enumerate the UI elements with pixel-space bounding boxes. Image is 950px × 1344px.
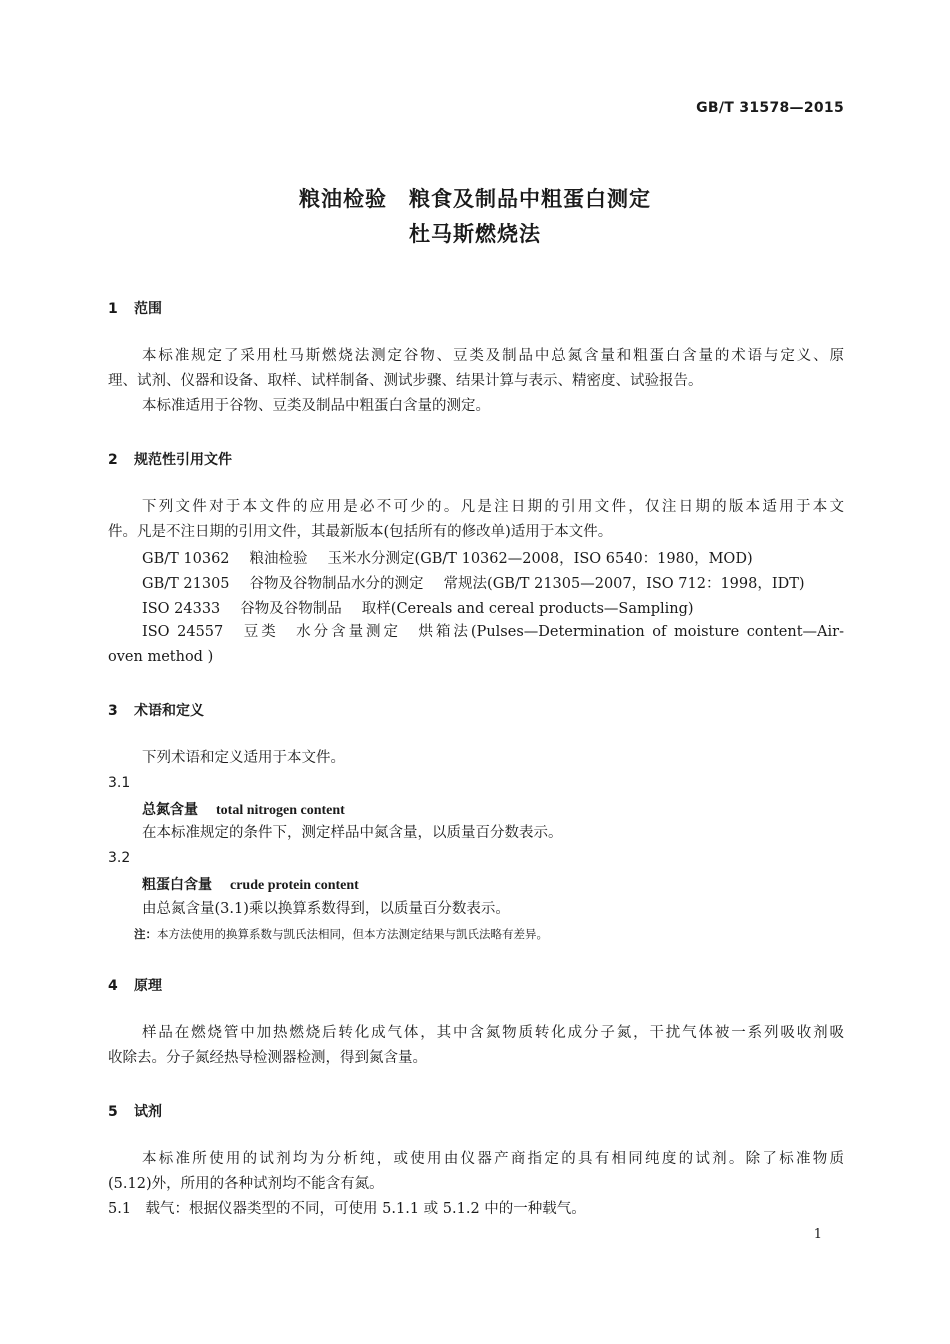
paragraph-line: 本标准所使用的试剂均为分析纯，或使用由仪器产商指定的具有相同纯度的试剂。除了标准物质: [142, 1151, 844, 1167]
clause-number-3-1: 3.1: [108, 775, 131, 791]
reference-item: [142, 572, 805, 593]
paragraph-line: 本标准规定了采用杜马斯燃烧法测定谷物、豆类及制品中总氮含量和粗蛋白含量的术语与定义、原: [142, 348, 844, 364]
clause-number-3-2: 3.2: [108, 850, 131, 866]
paragraph-line: (5.12)外，所用的各种试剂均不能含有氮。: [108, 1176, 384, 1192]
term-total-nitrogen: [142, 799, 345, 819]
reference-item: [142, 547, 753, 568]
term-en: total nitrogen content: [216, 803, 345, 818]
paragraph-line: 收除去。分子氮经热导检测器检测，得到氮含量。: [108, 1050, 427, 1066]
clause-5-1: 5.1 载气：根据仪器类型的不同，可使用 5.1.1 或 5.1.2 中的一种载气。: [108, 1201, 586, 1217]
reference-title: 玉米水分测定(GB/T 10362—2008，ISO 6540：1980，MOD): [327, 551, 753, 567]
paragraph-line: 理、试剂、仪器和设备、取样、试样制备、测试步骤、结果计算与表示、精密度、试验报告。: [108, 373, 703, 389]
reference-code: ISO 24333: [142, 601, 221, 617]
paragraph-line: 下列文件对于本文件的应用是必不可少的。凡是注日期的引用文件，仅注日期的版本适用于本文: [142, 499, 844, 515]
reference-code: GB/T 10362: [142, 551, 230, 567]
section-number: 2: [108, 452, 118, 468]
reference-name: 谷物及谷物制品水分的测定: [249, 576, 424, 592]
section-title: 规范性引用文件: [134, 452, 232, 468]
section-number: 5: [108, 1104, 118, 1120]
term-cn: 总氮含量: [142, 802, 198, 818]
section-2-heading: [108, 449, 232, 469]
reference-code: GB/T 21305: [142, 576, 230, 592]
standard-number: GB/T 31578—2015: [696, 100, 844, 116]
paragraph-line: 样品在燃烧管中加热燃烧后转化成气体，其中含氮物质转化成分子氮，干扰气体被一系列吸收剂吸: [142, 1025, 844, 1041]
term-definition: 由总氮含量(3.1)乘以换算系数得到，以质量百分数表示。: [142, 901, 510, 917]
term-definition: 在本标准规定的条件下，测定样品中氮含量，以质量百分数表示。: [142, 825, 563, 841]
reference-title: 取样(Cereals and cereal products—Sampling): [361, 601, 694, 617]
note-label: 注：: [134, 927, 157, 941]
paragraph-line: 下列术语和定义适用于本文件。: [142, 750, 345, 766]
section-number: 4: [108, 978, 118, 994]
section-title: 原理: [134, 978, 162, 994]
section-title: 试剂: [134, 1104, 162, 1120]
term-en: crude protein content: [230, 878, 359, 893]
section-1-heading: [108, 298, 162, 318]
section-4-heading: [108, 975, 162, 995]
reference-item-continued: oven method ): [108, 649, 214, 665]
paragraph-line: 件。凡是不注日期的引用文件，其最新版本(包括所有的修改单)适用于本文件。: [108, 524, 613, 540]
note: [134, 926, 548, 942]
document-title-line2: 杜马斯燃烧法: [409, 222, 541, 246]
note-text: 本方法使用的换算系数与凯氏法相同，但本方法测定结果与凯氏法略有差异。: [157, 927, 548, 941]
reference-title: 常规法(GB/T 21305—2007，ISO 712：1998，IDT): [443, 576, 805, 592]
section-5-heading: [108, 1101, 162, 1121]
section-title: 术语和定义: [134, 703, 204, 719]
section-3-heading: [108, 700, 204, 720]
page-number: 1: [813, 1227, 822, 1242]
reference-item: ISO 24557 豆类 水分含量测定 烘箱法(Pulses—Determination of moisture content—Air-: [142, 624, 844, 640]
paragraph-line: 本标准适用于谷物、豆类及制品中粗蛋白含量的测定。: [142, 398, 490, 414]
term-cn: 粗蛋白含量: [142, 877, 212, 893]
section-number: 3: [108, 703, 118, 719]
reference-name: 粮油检验: [249, 551, 308, 567]
reference-item: [142, 597, 694, 618]
section-title: 范围: [134, 301, 162, 317]
document-title-line1: 粮油检验 粮食及制品中粗蛋白测定: [299, 187, 651, 211]
term-crude-protein: [142, 874, 359, 894]
section-number: 1: [108, 301, 118, 317]
reference-name: 谷物及谷物制品: [240, 601, 342, 617]
